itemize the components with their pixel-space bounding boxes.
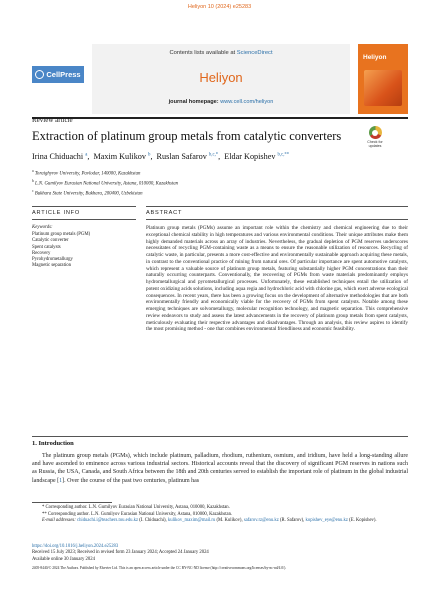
sciencedirect-link[interactable]: ScienceDirect (236, 50, 273, 56)
affiliation: $^a$ Toraighyrov University, Pavlodar, 140000, Kazakhstan (32, 169, 141, 177)
abstract-text: Platinum group metals (PGMs) assume an important role within the chemistry and chemical engineering due to their exceptional chemical stability in high temperatures and various environmental conditions. Their unique attributes make them highly demanded materials across an array of industries. Nevertheless, the gradual depletion of PGM reserves underscores necessitates of recycling PGM-containing waste as a means to ensure the reasonable utilization of resources. Recycling of catalytic waste, in particular, presents a more cost-effective and environmentally sustainable approach acquiring these metals, in contrast to the conventional practice of mining from natural ores. Of particular importance are spent automotive catalysts, which represent a valuable source of platinum group metals, featuring substantially higher PGM concentrations than their naturally occurring counterparts. Conventionally, the recovering of PGMs from waste materials predominantly employs hydrometallurgical and pyrometallurgical processes. Unfortunately, these established techniques entail the utilization of potent oxidizing acids solutions, including aqua regia and hydrochloric acid with chlorine gas, which exert adverse ecological consequences. In recent years, there has been a growing focus on the development of alternative methodologies that are both environmentally friendly and economically viable for the recovery of PGMs from spent catalysts. Notable among these emerging techniques are solvometallurgy, molecular recognition technology, and magnetic separation. This comprehensive review endeavors to study and assess the latest advancements in the recovery of platinum group metals from spent catalysts, meticulously evaluating their respective advantages and disadvantages. Through an analysis, this review aspires to identify the most promising method - one that combines environmental friendliness and economic feasibility. (146, 225, 408, 333)
cellpress-logo-icon (35, 70, 44, 79)
masthead-center (92, 44, 350, 114)
keyword: Pyrohydrometallurgy (32, 257, 73, 263)
available-online: Available online 30 January 2024 (32, 556, 95, 562)
masthead-rule (32, 117, 408, 119)
article-info-rule-bottom (32, 219, 136, 220)
cover-title: Heliyon (363, 54, 387, 61)
author[interactable]: Eldar Kopishev $^{b,c,**}$ (224, 152, 290, 161)
section-heading: 1. Introduction (32, 440, 74, 447)
author[interactable]: Ruslan Safarov $^{b,c,*}$ (156, 152, 219, 161)
keyword: Spent catalysts (32, 244, 61, 250)
email-addresses: E-mail addresses: chiduachi.i@teachers.tou.edu.kz (I. Chiduachi), kulikov_maxim@mail.ru (M. Kulikov), safarov.rz@enu.kz (R. Safarov), kopishev_eye@enu.kz (E. Kopishev). (42, 518, 377, 523)
corresponding-author-note: ** Corresponding author. L.N. Gumilyov Eurasian National University, Astana, 010000, Kazakhstan. (42, 511, 233, 517)
corresponding-author-note: * Corresponding author. L.N. Gumilyov Eurasian National University, Astana, 010000, Kazakhstan. (42, 505, 230, 510)
cover-art (364, 70, 402, 106)
abstract-heading: ABSTRACT (146, 210, 183, 216)
article-info-heading: ARTICLE INFO (32, 210, 81, 216)
contents-line (92, 50, 350, 56)
email-link[interactable]: kopishev_eye@enu.kz (305, 518, 348, 523)
keywords-label: Keywords: (32, 225, 53, 230)
crossmark-text: Check for updates (367, 140, 383, 148)
author-list: Irina Chiduachi $^a$, Maxim Kulikov $^b$, Ruslan Safarov $^{b,c,*}$, Eldar Kopishev $^{b,c,**}$ (32, 152, 290, 161)
journal-masthead (32, 44, 408, 114)
email-link[interactable]: chiduachi.i@teachers.tou.edu.kz (76, 518, 139, 523)
footnote-rule (32, 502, 112, 503)
keywords-list (32, 232, 90, 270)
history-dates: Received 15 July 2023; Received in revised form 23 January 2024; Accepted 24 January 2024 (32, 550, 209, 556)
abstract-rule-top (146, 206, 408, 207)
abstract-rule-bottom (146, 219, 408, 220)
author[interactable]: Maxim Kulikov $^b$ (93, 152, 151, 161)
cellpress-logo-text: CellPress (46, 70, 81, 79)
journal-name: Heliyon (199, 70, 243, 85)
article-title: Extraction of platinum group metals from catalytic converters (32, 129, 342, 143)
homepage-label: journal homepage: (168, 99, 219, 105)
keyword: Magnetic separation (32, 263, 72, 269)
abstract-end-rule (32, 436, 408, 437)
copyright-notice: 2405-8440/© 2024 The Authors. Published by Elsevier Ltd. This is an open access article under the CC BY-NC-ND license (http://creativecommons.org/licenses/by-nc-nd/4.0/). (32, 565, 287, 570)
article-info-rule-top (32, 206, 136, 207)
citation-link[interactable]: 1 (59, 477, 63, 484)
affiliations (32, 168, 178, 198)
email-link[interactable]: kulikov_maxim@mail.ru (167, 518, 216, 523)
contents-text: Contents lists available at (169, 50, 236, 56)
doi-link[interactable]: https://doi.org/10.1016/j.heliyon.2024.e25283 (32, 544, 119, 549)
introduction-paragraph: The platinum group metals (PGMs), which include platinum, palladium, rhodium, ruthenium, osmium, and iridium, have held a long-standing allure and have ascended to eminence across various industrial sectors. Historical accounts reveal that the discovery of significant PGM reserves in nations such as Russia, the USA, Canada, and South Africa between the 18th and 20th centuries served to establish the important role of platinum in the global industrial landscape [1]. Over the course of the past two centuries, platinum has (32, 453, 408, 484)
keyword: Platinum group metals (PGM) (32, 232, 91, 237)
crossmark-icon (369, 126, 382, 139)
author[interactable]: Irina Chiduachi $^a$ (32, 152, 88, 161)
article-type: Review article (32, 116, 73, 124)
journal-homepage (92, 99, 350, 105)
publication-info (32, 544, 408, 571)
running-head: Heliyon 10 (2024) e25283 (187, 4, 252, 10)
affiliation: $^b$ L.N. Gumilyov Eurasian National University, Astana, 010000, Kazakhstan (32, 179, 179, 187)
email-link[interactable]: safarov.rz@enu.kz (243, 518, 279, 523)
footnotes (32, 505, 408, 525)
journal-cover (358, 44, 408, 114)
affiliation: $^c$ Bukhara State University, Bukhara, 200400, Uzbekistan (32, 189, 143, 197)
check-for-updates-badge[interactable] (364, 126, 386, 150)
keyword: Recovery (32, 250, 51, 256)
keyword: Catalytic converter (32, 238, 69, 244)
cellpress-logo (32, 66, 84, 83)
homepage-link[interactable]: www.cell.com/heliyon (220, 99, 274, 105)
